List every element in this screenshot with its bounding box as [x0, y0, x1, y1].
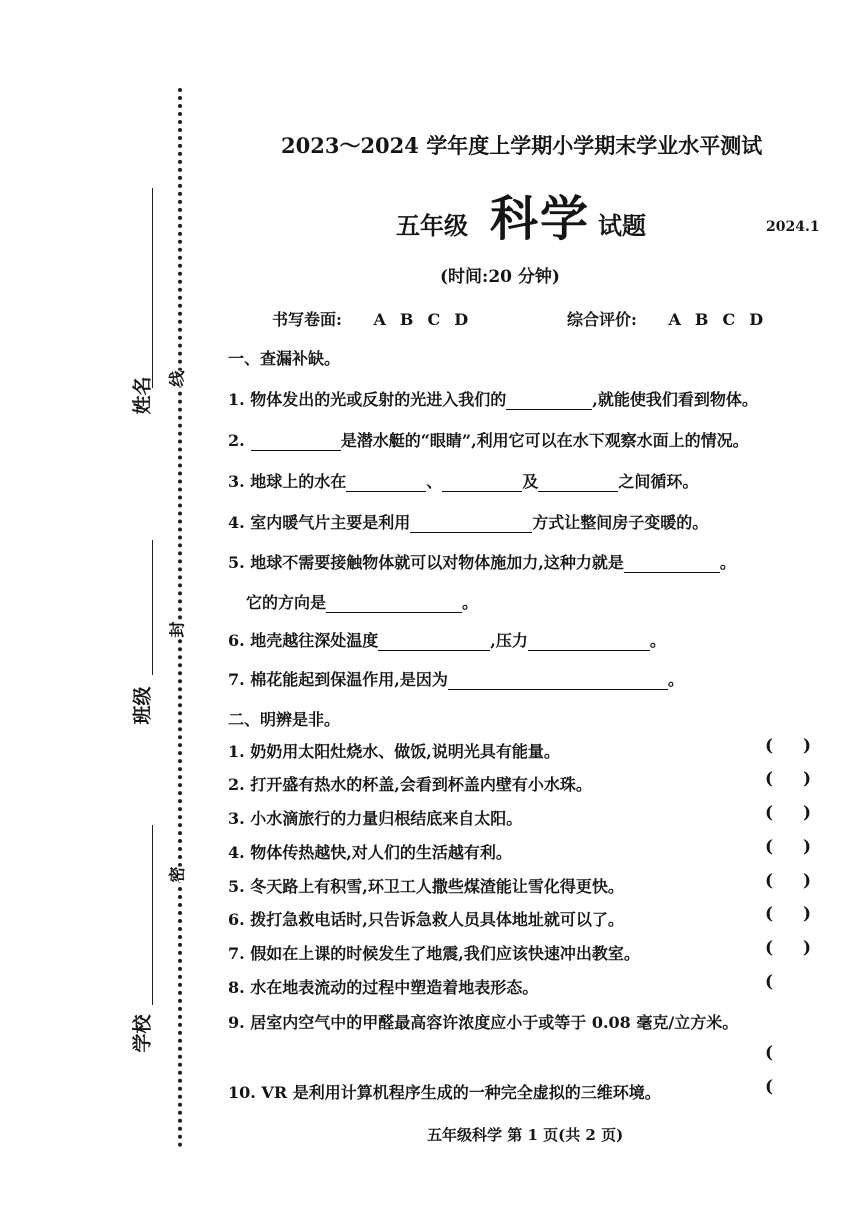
answer-blank[interactable]	[378, 632, 490, 651]
subject-title: 科学	[490, 191, 591, 247]
grade-a[interactable]: A	[373, 310, 386, 329]
exam-title: 2023～2024 学年度上学期小学期末学业水平测试	[281, 133, 763, 158]
grade-d[interactable]: D	[749, 310, 764, 329]
grade-b[interactable]: B	[399, 310, 414, 329]
judge-item-6: 6. 拨打急救电话时,只告诉急救人员具体地址就可以了。	[228, 910, 624, 929]
class-label: 班级	[131, 686, 154, 725]
answer-blank[interactable]	[346, 473, 426, 492]
judge-item-4: 4. 物体传热越快,对人们的生活越有利。	[228, 843, 512, 862]
page-footer: 五年级科学 第 1 页(共 2 页)	[427, 1126, 624, 1144]
fill-question-7: 7. 棉花能起到保温作用,是因为 。	[228, 670, 684, 689]
answer-blank[interactable]	[410, 514, 532, 533]
judge-item-9: 9. 居室内空气中的甲醛最高容许浓度应小于或等于 0.08 毫克/立方米。	[228, 1013, 739, 1032]
school-label: 学校	[131, 1014, 154, 1053]
answer-blank[interactable]	[448, 671, 668, 690]
judge-item-2: 2. 打开盛有热水的杯盖,会看到杯盖内壁有小水珠。	[228, 775, 592, 794]
judge-item-10: 10. VR 是利用计算机程序生成的一种完全虚拟的三维环境。	[228, 1083, 661, 1102]
name-label: 姓名	[131, 376, 154, 415]
binding-dotted-line	[178, 88, 182, 1148]
section1-heading: 一、查漏补缺。	[228, 349, 341, 368]
grade-a[interactable]: A	[668, 310, 681, 329]
answer-blank[interactable]	[442, 473, 522, 492]
writing-rating	[272, 307, 482, 330]
secret-mark: 密	[162, 866, 191, 882]
judge-item-7: 7. 假如在上课的时候发生了地震,我们应该快速冲出教室。	[228, 944, 640, 963]
writing-rating-label: 书写卷面:	[272, 310, 342, 329]
judge-item-3: 3. 小水滴旅行的力量归根结底来自太阳。	[228, 809, 523, 828]
exam-time: (时间:20 分钟)	[440, 267, 560, 287]
grade-b[interactable]: B	[694, 310, 709, 329]
exam-date: 2024.1	[766, 219, 820, 235]
judge-item-5: 5. 冬天路上有积雪,环卫工人撒些煤渣能让雪化得更快。	[228, 877, 624, 896]
name-underline	[152, 188, 153, 388]
answer-blank[interactable]	[528, 632, 650, 651]
answer-blank[interactable]	[624, 554, 720, 573]
grade-c[interactable]: C	[722, 310, 736, 329]
answer-blank[interactable]	[538, 473, 618, 492]
grade-label: 五年级	[396, 211, 468, 240]
judge-item-8: 8. 水在地表流动的过程中塑造着地表形态。	[228, 978, 539, 997]
line-mark: 线	[162, 370, 191, 386]
overall-rating-label: 综合评价:	[567, 310, 637, 329]
fill-question-5: 5. 地球不需要接触物体就可以对物体施加力,这种力就是 。	[228, 553, 736, 572]
fill-question-1: 1. 物体发出的光或反射的光进入我们的 ,就能使我们看到物体。	[228, 390, 758, 409]
section2-heading: 二、明辨是非。	[228, 710, 341, 729]
overall-rating	[567, 307, 777, 330]
seal-mark: 封	[162, 621, 191, 637]
fill-question-6: 6. 地壳越往深处温度 ,压力 。	[228, 631, 666, 650]
subject-suffix: 试题	[598, 211, 646, 240]
grade-d[interactable]: D	[454, 310, 469, 329]
fill-question-5-line-2: 它的方向是 。	[246, 593, 479, 612]
grade-c[interactable]: C	[427, 310, 441, 329]
fill-question-2: 2. 是潜水艇的“眼睛”,利用它可以在水下观察水面上的情况。	[228, 431, 749, 450]
answer-blank[interactable]	[506, 391, 592, 410]
answer-blank[interactable]	[326, 594, 462, 613]
answer-blank[interactable]	[251, 432, 341, 451]
class-underline	[152, 540, 153, 675]
school-underline	[152, 825, 153, 1005]
fill-question-4: 4. 室内暖气片主要是利用 方式让整间房子变暖的。	[228, 513, 709, 532]
judge-item-1: 1. 奶奶用太阳灶烧水、做饭,说明光具有能量。	[228, 742, 560, 761]
fill-question-3: 3. 地球上的水在 、 及 之间循环。	[228, 472, 699, 491]
